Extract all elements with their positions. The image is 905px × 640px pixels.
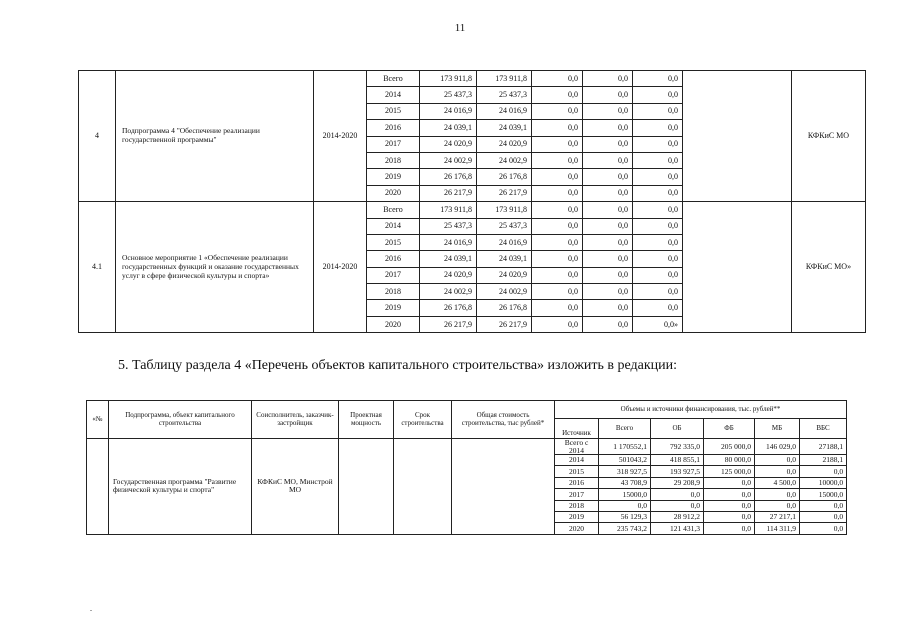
header-source: Источник (555, 419, 599, 439)
amount-cell: 501043,2 (599, 455, 651, 466)
empty-cell (683, 71, 792, 202)
year-cell: 2019 (367, 300, 420, 316)
amount-cell: 0,0 (704, 500, 755, 511)
block-period: 2014-2020 (314, 202, 367, 333)
amount-cell: 15000,0 (599, 489, 651, 500)
amount-cell: 0,0 (583, 267, 633, 283)
amount-cell: 0,0 (633, 103, 683, 119)
amount-cell: 29 208,9 (651, 477, 704, 488)
amount-cell: 0,0 (633, 71, 683, 87)
header-total: Всего (599, 419, 651, 439)
amount-cell: 0,0 (583, 87, 633, 103)
amount-cell: 25 437,3 (477, 218, 532, 234)
year-cell: 2014 (367, 218, 420, 234)
amount-cell: 27 217,1 (755, 511, 800, 522)
amount-cell: 0,0 (583, 185, 633, 201)
amount-cell: 0,0 (633, 169, 683, 185)
amount-cell: 0,0 (755, 455, 800, 466)
block-name: Подпрограмма 4 "Обеспечение реализации государственной программы" (116, 71, 314, 202)
amount-cell: 0,0 (532, 218, 583, 234)
year-cell: 2018 (367, 284, 420, 300)
row-num-cell (87, 439, 109, 535)
source-cell: 2015 (555, 466, 599, 477)
amount-cell: 0,0 (583, 71, 633, 87)
amount-cell: 24 002,9 (477, 152, 532, 168)
amount-cell: 24 020,9 (420, 136, 477, 152)
amount-cell: 0,0 (532, 152, 583, 168)
amount-cell: 0,0 (633, 185, 683, 201)
block-name: Основное мероприятие 1 «Обеспечение реализации государственных функций и оказание государственных услуг в сфере физической культуры и спорта» (116, 202, 314, 333)
amount-cell: 0,0 (800, 523, 847, 534)
amount-cell: 0,0 (532, 316, 583, 332)
amount-cell: 173 911,8 (477, 202, 532, 218)
amount-cell: 26 217,9 (420, 316, 477, 332)
amount-cell: 26 217,9 (477, 185, 532, 201)
amount-cell: 146 029,0 (755, 439, 800, 455)
amount-cell: 24 020,9 (420, 267, 477, 283)
amount-cell: 0,0 (633, 202, 683, 218)
amount-cell: 0,0 (599, 500, 651, 511)
amount-cell: 24 002,9 (420, 152, 477, 168)
source-cell: 2018 (555, 500, 599, 511)
amount-cell: 24 016,9 (477, 234, 532, 250)
amount-cell: 792 335,0 (651, 439, 704, 455)
amount-cell: 1 170552,1 (599, 439, 651, 455)
header-finance: Объемы и источники финансирования, тыс. рублей** (555, 401, 847, 419)
amount-cell: 0,0 (633, 251, 683, 267)
year-cell: 2014 (367, 87, 420, 103)
amount-cell: 28 912,2 (651, 511, 704, 522)
amount-cell: 0,0 (532, 185, 583, 201)
year-cell: 2015 (367, 103, 420, 119)
header-mb: МБ (755, 419, 800, 439)
amount-cell: 173 911,8 (420, 202, 477, 218)
amount-cell: 0,0 (583, 300, 633, 316)
finance-row (79, 202, 866, 218)
amount-cell: 24 016,9 (420, 234, 477, 250)
amount-cell: 2188,1 (800, 455, 847, 466)
amount-cell: 0,0 (704, 489, 755, 500)
amount-cell: 0,0 (583, 136, 633, 152)
amount-cell: 0,0 (532, 284, 583, 300)
amount-cell: 4 500,0 (755, 477, 800, 488)
amount-cell: 0,0 (583, 251, 633, 267)
year-cell: 2017 (367, 267, 420, 283)
amount-cell: 114 311,9 (755, 523, 800, 534)
header-num: «№ (87, 401, 109, 439)
amount-cell: 0,0 (532, 202, 583, 218)
amount-cell: 80 000,0 (704, 455, 755, 466)
amount-cell: 0,0 (651, 500, 704, 511)
source-cell: 2020 (555, 523, 599, 534)
amount-cell: 24 002,9 (420, 284, 477, 300)
program-executor: КФКиС МО, Минстрой МО (252, 439, 339, 535)
amount-cell: 25 437,3 (477, 87, 532, 103)
amount-cell: 24 016,9 (420, 103, 477, 119)
amount-cell: 26 217,9 (477, 316, 532, 332)
amount-cell: 24 039,1 (477, 120, 532, 136)
amount-cell: 193 927,5 (651, 466, 704, 477)
year-cell: 2017 (367, 136, 420, 152)
amount-cell: 0,0 (633, 234, 683, 250)
year-cell: 2020 (367, 185, 420, 201)
block-period: 2014-2020 (314, 71, 367, 202)
amount-cell: 418 855,1 (651, 455, 704, 466)
amount-cell: 0,0 (755, 466, 800, 477)
header-ob: ОБ (651, 419, 704, 439)
amount-cell: 25 437,3 (420, 218, 477, 234)
block-executor: КФКиС МО (792, 71, 866, 202)
amount-cell: 25 437,3 (420, 87, 477, 103)
amount-cell: 0,0 (633, 300, 683, 316)
construction-row (87, 439, 847, 455)
amount-cell: 24 039,1 (420, 251, 477, 267)
block-number: 4 (79, 71, 116, 202)
amount-cell: 0,0 (704, 511, 755, 522)
amount-cell: 0,0 (800, 511, 847, 522)
amount-cell: 0,0 (532, 136, 583, 152)
block-executor: КФКиС МО» (792, 202, 866, 333)
amount-cell: 0,0 (583, 103, 633, 119)
amount-cell: 0,0 (633, 87, 683, 103)
amount-cell: 26 176,8 (420, 300, 477, 316)
amount-cell: 0,0 (532, 103, 583, 119)
amount-cell: 24 020,9 (477, 267, 532, 283)
amount-cell: 0,0 (800, 466, 847, 477)
finance-row (79, 71, 866, 87)
amount-cell: 0,0 (583, 284, 633, 300)
amount-cell: 0,0 (583, 234, 633, 250)
amount-cell: 0,0 (532, 300, 583, 316)
amount-cell: 0,0 (583, 169, 633, 185)
program-name: Государственная программа "Развитие физической культуры и спорта" (109, 439, 252, 535)
year-cell: 2016 (367, 120, 420, 136)
term-cell (394, 439, 452, 535)
amount-cell: 0,0 (583, 316, 633, 332)
header-fb: ФБ (704, 419, 755, 439)
amount-cell: 26 176,8 (420, 169, 477, 185)
amount-cell: 0,0 (583, 152, 633, 168)
amount-cell: 0,0 (583, 218, 633, 234)
year-cell: 2018 (367, 152, 420, 168)
amount-cell: 24 039,1 (477, 251, 532, 267)
amount-cell: 235 743,2 (599, 523, 651, 534)
amount-cell: 24 020,9 (477, 136, 532, 152)
year-cell: 2020 (367, 316, 420, 332)
amount-cell: 43 708,9 (599, 477, 651, 488)
amount-cell: 10000,0 (800, 477, 847, 488)
amount-cell: 121 431,3 (651, 523, 704, 534)
header-vbs: ВБС (800, 419, 847, 439)
amount-cell: 0,0 (651, 489, 704, 500)
amount-cell: 173 911,8 (477, 71, 532, 87)
empty-cell (683, 202, 792, 333)
amount-cell: 0,0 (532, 234, 583, 250)
year-cell: 2019 (367, 169, 420, 185)
footer-mark: . (90, 604, 92, 613)
amount-cell: 0,0 (633, 284, 683, 300)
block-number: 4.1 (79, 202, 116, 333)
amount-cell: 0,0 (532, 71, 583, 87)
source-cell: 2019 (555, 511, 599, 522)
amount-cell: 0,0 (532, 120, 583, 136)
amount-cell: 0,0 (583, 120, 633, 136)
amount-cell: 0,0 (755, 489, 800, 500)
header-executor: Соисполнитель, заказчик-застройщик (252, 401, 339, 439)
year-cell: Всего (367, 202, 420, 218)
amount-cell: 0,0» (633, 316, 683, 332)
amount-cell: 0,0 (800, 500, 847, 511)
amount-cell: 0,0 (633, 120, 683, 136)
amount-cell: 0,0 (633, 267, 683, 283)
cost-cell (452, 439, 555, 535)
amount-cell: 0,0 (704, 523, 755, 534)
amount-cell: 0,0 (583, 202, 633, 218)
header-term: Срок строительства (394, 401, 452, 439)
year-cell: Всего (367, 71, 420, 87)
subprogram-finance-table (78, 70, 866, 333)
amount-cell: 56 129,3 (599, 511, 651, 522)
capacity-cell (339, 439, 394, 535)
source-cell: Всего с 2014 (555, 439, 599, 455)
amount-cell: 205 000,0 (704, 439, 755, 455)
amount-cell: 0,0 (532, 251, 583, 267)
source-cell: 2014 (555, 455, 599, 466)
amount-cell: 125 000,0 (704, 466, 755, 477)
amount-cell: 27188,1 (800, 439, 847, 455)
section-heading: 5. Таблицу раздела 4 «Перечень объектов капитального строительства» изложить в редакции: (118, 358, 678, 373)
amount-cell: 26 176,8 (477, 169, 532, 185)
source-cell: 2016 (555, 477, 599, 488)
amount-cell: 24 016,9 (477, 103, 532, 119)
amount-cell: 24 039,1 (420, 120, 477, 136)
amount-cell: 0,0 (532, 169, 583, 185)
capital-construction-table (86, 400, 847, 535)
header-name: Подпрограмма, объект капитального строительства (109, 401, 252, 439)
amount-cell: 0,0 (633, 218, 683, 234)
amount-cell: 0,0 (755, 500, 800, 511)
header-capacity: Проектная мощность (339, 401, 394, 439)
amount-cell: 0,0 (704, 477, 755, 488)
header-cost: Общая стоимость строительства, тыс рублей* (452, 401, 555, 439)
year-cell: 2015 (367, 234, 420, 250)
amount-cell: 0,0 (532, 87, 583, 103)
amount-cell: 318 927,5 (599, 466, 651, 477)
amount-cell: 24 002,9 (477, 284, 532, 300)
page-number: 11 (454, 22, 466, 34)
amount-cell: 0,0 (532, 267, 583, 283)
amount-cell: 173 911,8 (420, 71, 477, 87)
amount-cell: 0,0 (633, 136, 683, 152)
amount-cell: 26 176,8 (477, 300, 532, 316)
amount-cell: 26 217,9 (420, 185, 477, 201)
amount-cell: 0,0 (633, 152, 683, 168)
source-cell: 2017 (555, 489, 599, 500)
amount-cell: 15000,0 (800, 489, 847, 500)
year-cell: 2016 (367, 251, 420, 267)
